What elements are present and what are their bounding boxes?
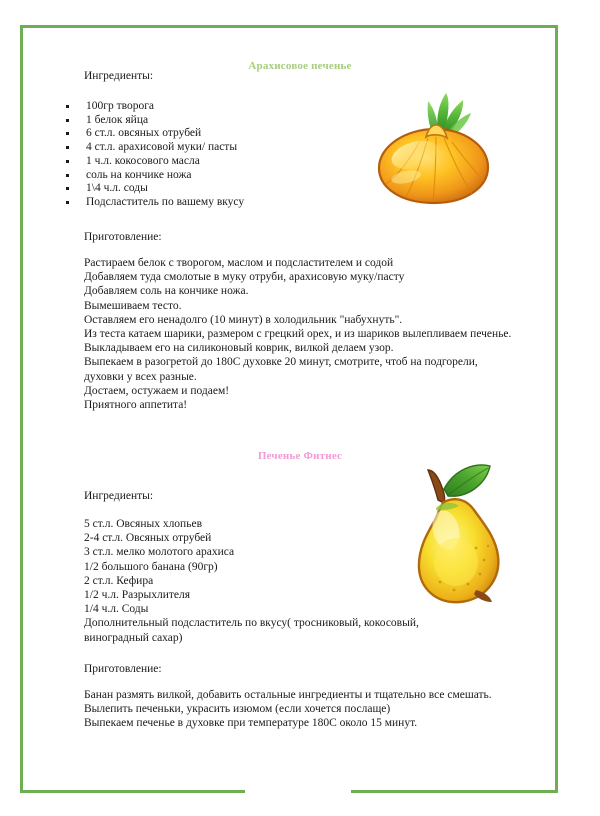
list-item: 1 ч.л. кокосового масла	[66, 155, 244, 169]
list-item: Добавляем соль на кончике ножа.	[84, 285, 249, 298]
preparation-label-peanut: Приготовление:	[84, 231, 162, 243]
list-item: виноградный сахар)	[84, 631, 183, 644]
onion-illustration	[370, 85, 500, 215]
list-item: Растираем белок с творогом, маслом и подсластителем и содой	[84, 257, 394, 269]
preparation-label-fitness: Приготовление:	[84, 663, 162, 675]
list-item: Дополнительный подсластитель по вкусу( тросниковый, кокосовый,	[84, 617, 419, 630]
list-item: 4 ст.л. арахисовой муки/ пасты	[66, 141, 244, 155]
list-item: Достаем, остужаем и подаем!	[84, 384, 230, 397]
list-item: Банан размять вилкой, добавить остальные ингредиенты и тщательно все смешать.	[84, 689, 492, 701]
list-item: 3 ст.л. мелко молотого арахиса	[84, 546, 235, 559]
list-item: Вылепить печеньки, украсить изюмом (если хочется послаще)	[84, 703, 391, 716]
ingredients-label-fitness: Ингредиенты:	[84, 490, 154, 502]
list-item: 6 ст.л. овсяных отрубей	[66, 127, 244, 141]
list-item: 1/4 ч.л. Соды	[84, 603, 149, 616]
list-item: Вымешиваем тесто.	[84, 299, 182, 312]
ingredients-list-fitness	[84, 517, 419, 645]
list-item: 5 ст.л. Овсяных хлопьев	[84, 518, 202, 530]
preparation-steps-fitness	[84, 688, 492, 731]
list-item: 1 белок яйца	[66, 114, 244, 128]
ingredients-list-peanut	[66, 100, 244, 210]
list-item: соль на кончике ножа	[66, 169, 244, 183]
list-item: Подсластитель по вашему вкусу	[66, 196, 244, 210]
ingredients-label-peanut: Ингредиенты:	[84, 70, 154, 82]
recipe-title-peanut: Арахисовое печенье	[248, 60, 352, 72]
frame-bottom-gap	[245, 788, 351, 794]
list-item: Оставляем его ненадолго (10 минут) в холодильник "набухнуть".	[84, 313, 403, 326]
list-item: Выпекаем печенье в духовке при температуре 180С около 15 минут.	[84, 717, 418, 730]
list-item: Приятного аппетита!	[84, 399, 188, 412]
list-item: Из теста катаем шарики, размером с грецкий орех, и из шариков вылепливаем печенье.	[84, 328, 512, 341]
list-item: Выкладываем его на силиконовый коврик, вилкой делаем узор.	[84, 342, 394, 355]
list-item: 1/2 ч.л. Разрыхлителя	[84, 589, 191, 602]
list-item: Выпекаем в разогретой до 180С духовке 20 минут, смотрите, чтоб на подгорели,	[84, 356, 478, 369]
pear-illustration	[404, 456, 516, 614]
list-item: духовки у всех разные.	[84, 370, 197, 383]
list-item: 2 ст.л. Кефира	[84, 574, 154, 587]
list-item: 100гр творога	[66, 100, 244, 114]
preparation-steps-peanut	[84, 256, 511, 412]
list-item: 1\4 ч.л. соды	[66, 182, 244, 196]
list-item: 1/2 большого банана (90гр)	[84, 560, 218, 573]
list-item: 2-4 ст.л. Овсяных отрубей	[84, 532, 212, 545]
recipe-title-fitness: Печенье Фитнес	[257, 450, 343, 462]
list-item: Добавляем туда смолотые в муку отруби, арахисовую муку/пасту	[84, 271, 405, 284]
